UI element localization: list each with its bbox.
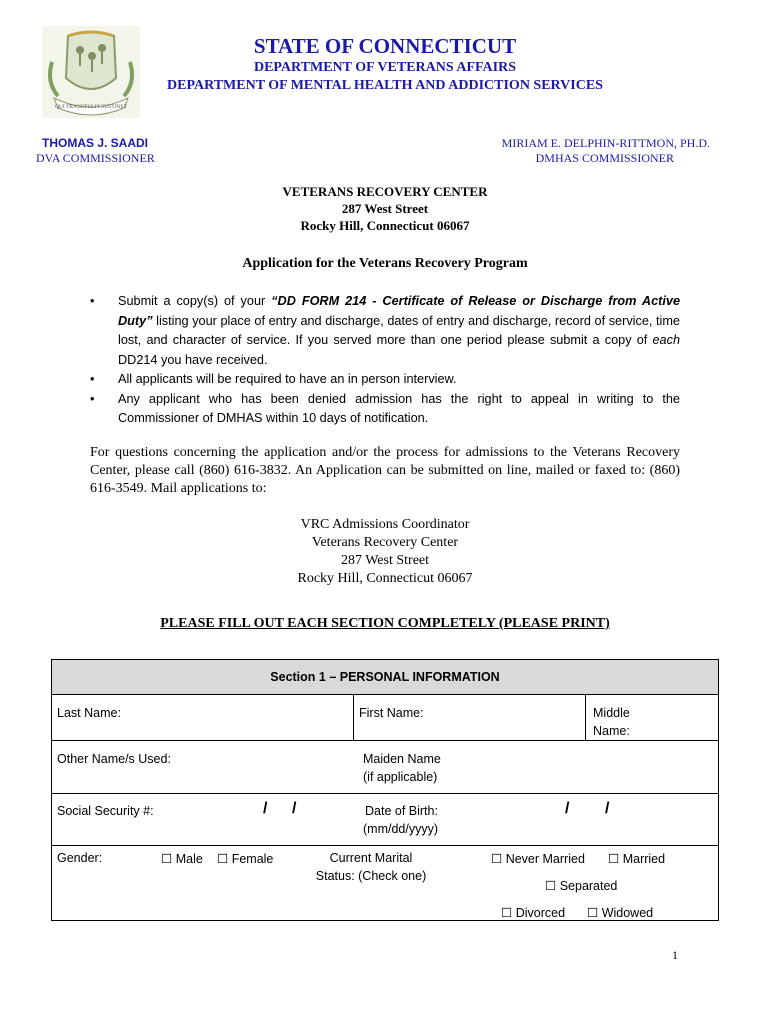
state-title: STATE OF CONNECTICUT [253, 34, 517, 58]
mail-line-3: 287 West Street [340, 553, 430, 568]
separated-checkbox[interactable]: ☐ [545, 879, 557, 893]
personal-info-form [51, 659, 719, 921]
section-1-header: Section 1 – PERSONAL INFORMATION [51, 659, 719, 695]
marital-status-label-2: Status: (Check one) [315, 869, 427, 883]
instructions-list [90, 292, 680, 429]
dob-label-2: (mm/dd/yyyy) [363, 822, 438, 836]
divorced-checkbox[interactable]: ☐ [501, 906, 513, 920]
widowed-option[interactable]: ☐ Widowed [587, 906, 654, 920]
married-checkbox[interactable]: ☐ [608, 852, 620, 866]
dept-mental-health: DEPARTMENT OF MENTAL HEALTH AND ADDICTION SERVICES [167, 78, 603, 93]
female-option[interactable]: ☐ Female [217, 852, 274, 866]
bullet-icon: • [90, 391, 95, 406]
svg-text:QUI TRANSTULIT SUSTINET: QUI TRANSTULIT SUSTINET [54, 104, 128, 110]
gender-label: Gender: [57, 851, 103, 865]
divorced-option[interactable]: ☐ Divorced [501, 906, 566, 920]
page-number: 1 [672, 948, 678, 962]
other-names-label: Other Name/s Used: [57, 752, 171, 766]
married-option[interactable]: ☐ Married [608, 852, 666, 866]
center-name: VETERANS RECOVERY CENTER [282, 184, 488, 199]
center-street: 287 West Street [341, 201, 429, 216]
never-married-checkbox[interactable]: ☐ [491, 852, 503, 866]
maiden-name-label-1: Maiden Name [363, 752, 441, 766]
instruction-item: • Submit a copy(s) of your “DD FORM 214 - Certificate of Release or Discharge from Active Duty” listing your place of entry and discharge, dates of entry and discharge, record of service, time lost, and character of service. If you served more than one period please submit a copy of each DD214 you have received. [90, 294, 680, 367]
maiden-name-label-2: (if applicable) [363, 770, 438, 784]
last-name-label: Last Name: [57, 706, 121, 720]
middle-name-label-1: Middle [593, 706, 630, 720]
never-married-option[interactable]: ☐ Never Married [491, 852, 585, 866]
dva-commissioner-title: DVA COMMISSIONER [36, 151, 155, 165]
marital-status-label-1: Current Marital [329, 851, 413, 865]
center-city: Rocky Hill, Connecticut 06067 [300, 218, 470, 233]
application-title: Application for the Veterans Recovery Program [242, 256, 528, 271]
dept-veterans-affairs: DEPARTMENT OF VETERANS AFFAIRS [253, 60, 517, 75]
fill-out-notice: PLEASE FILL OUT EACH SECTION COMPLETELY (PLEASE PRINT) [160, 616, 610, 631]
ssn-label: Social Security #: [57, 804, 154, 818]
dd214-form-name: “DD FORM 214 - Certificate of Release or Discharge from Active Duty” [118, 294, 680, 328]
mail-line-2: Veterans Recovery Center [311, 535, 459, 550]
male-checkbox[interactable]: ☐ [161, 852, 173, 866]
bullet-icon: • [90, 294, 95, 308]
dob-separator: / [565, 800, 570, 817]
ssn-separator: / [263, 800, 268, 817]
mail-line-4: Rocky Hill, Connecticut 06067 [297, 571, 473, 586]
dmhas-commissioner-title: DMHAS COMMISSIONER [535, 151, 674, 165]
contact-paragraph: For questions concerning the application and/or the process for admissions to the Veterans Recovery Center, please call (860) 616-3832. An Application can be submitted on line, mailed or faxed to: (860) 616-3549. Mail applications to: [90, 445, 680, 496]
ssn-separator: / [292, 800, 297, 817]
dmhas-commissioner-name: MIRIAM E. DELPHIN-RITTMON, PH.D. [501, 136, 710, 150]
dva-commissioner-name: THOMAS J. SAADI [42, 136, 149, 150]
widowed-checkbox[interactable]: ☐ [587, 906, 599, 920]
male-option[interactable]: ☐ Male [161, 852, 203, 866]
instruction-item: • All applicants will be required to have an in person interview. [90, 370, 680, 390]
separated-option[interactable]: ☐ Separated [545, 879, 618, 893]
dob-separator: / [605, 800, 610, 817]
first-name-label: First Name: [359, 706, 424, 720]
instruction-item: • Any applicant who has been denied admission has the right to appeal in writing to the Commissioner of DMHAS within 10 days of notification. [90, 391, 680, 425]
bullet-icon: • [90, 372, 95, 386]
mail-line-1: VRC Admissions Coordinator [300, 517, 470, 532]
female-checkbox[interactable]: ☐ [217, 852, 229, 866]
dob-label-1: Date of Birth: [365, 804, 438, 818]
middle-name-label-2: Name: [593, 724, 630, 738]
